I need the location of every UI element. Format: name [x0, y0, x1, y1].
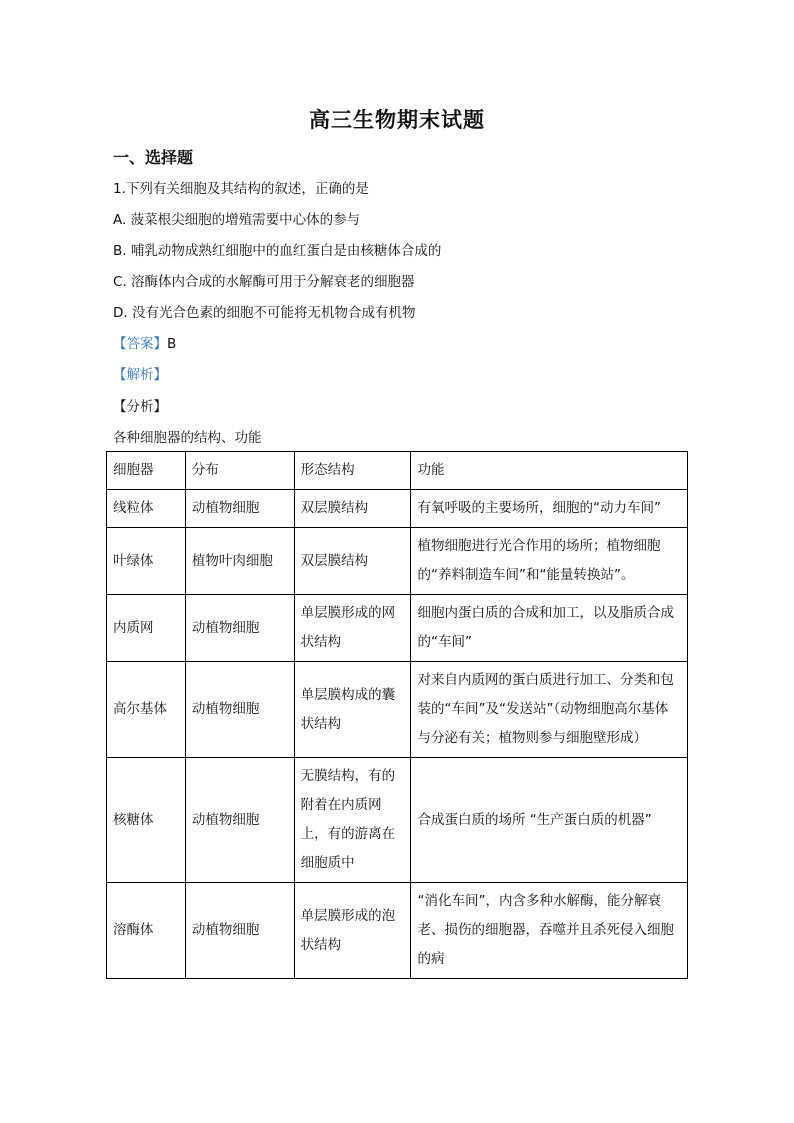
table-row [107, 528, 688, 595]
question-text: 1.下列有关细胞及其结构的叙述，正确的是 [113, 181, 369, 197]
section-heading: 一、选择题 [113, 148, 194, 167]
page-title: 高三生物期末试题 [309, 107, 485, 132]
answer-line [113, 332, 176, 352]
option-b: B. 哺乳动物成熟红细胞中的血红蛋白是由核糖体合成的 [113, 243, 442, 259]
table-cell: 植物细胞进行光合作用的场所；植物细胞的“养料制造车间”和“能量转换站”。 [411, 528, 688, 595]
table-cell: 动植物细胞 [185, 758, 294, 883]
table-cell: 细胞内蛋白质的合成和加工，以及脂质合成的“车间” [411, 595, 688, 662]
table-cell: 单层膜形成的泡状结构 [294, 883, 411, 979]
table-cell: 动植物细胞 [185, 883, 294, 979]
table-cell: 单层膜构成的囊状结构 [294, 662, 411, 758]
table-row [107, 662, 688, 758]
table-cell: 双层膜结构 [294, 490, 411, 528]
table-row [107, 883, 688, 979]
table-row [107, 595, 688, 662]
option-d: D. 没有光合色素的细胞不可能将无机物合成有机物 [113, 305, 416, 321]
table-cell: 高尔基体 [107, 662, 186, 758]
table-cell: 无膜结构，有的附着在内质网上，有的游离在细胞质中 [294, 758, 411, 883]
answer-value: B [167, 336, 177, 352]
table-row [107, 758, 688, 883]
table-row [107, 490, 688, 528]
table-cell: 双层膜结构 [294, 528, 411, 595]
table-cell: “消化车间”，内含多种水解酶，能分解衰老、损伤的细胞器，吞噬并且杀死侵入细胞的病 [411, 883, 688, 979]
answer-tag: 【答案】 [113, 336, 167, 352]
organelle-table [106, 451, 688, 979]
table-header-row [107, 452, 688, 490]
table-cell: 动植物细胞 [185, 490, 294, 528]
option-a: A. 菠菜根尖细胞的增殖需要中心体的参与 [113, 212, 361, 228]
table-cell: 对来自内质网的蛋白质进行加工、分类和包装的“车间”及“发送站”（动物细胞高尔基体与分泌有关；植物则参与细胞壁形成） [411, 662, 688, 758]
table-cell: 动植物细胞 [185, 595, 294, 662]
option-c: C. 溶酶体内合成的水解酶可用于分解衰老的细胞器 [113, 274, 415, 290]
table-cell: 核糖体 [107, 758, 186, 883]
fenxi-tag: 【分析】 [113, 399, 167, 415]
table-cell: 合成蛋白质的场所 “生产蛋白质的机器” [411, 758, 688, 883]
table-header-cell: 形态结构 [294, 452, 411, 490]
table-cell: 叶绿体 [107, 528, 186, 595]
table-cell: 植物叶肉细胞 [185, 528, 294, 595]
table-header-cell: 分布 [185, 452, 294, 490]
table-cell: 单层膜形成的网状结构 [294, 595, 411, 662]
table-cell: 动植物细胞 [185, 662, 294, 758]
table-header-cell: 细胞器 [107, 452, 186, 490]
table-cell: 线粒体 [107, 490, 186, 528]
table-cell: 有氧呼吸的主要场所，细胞的“动力车间” [411, 490, 688, 528]
table-caption: 各种细胞器的结构、功能 [113, 430, 262, 446]
table-cell: 溶酶体 [107, 883, 186, 979]
table-header-cell: 功能 [411, 452, 688, 490]
analysis-tag: 【解析】 [113, 367, 167, 383]
table-cell: 内质网 [107, 595, 186, 662]
